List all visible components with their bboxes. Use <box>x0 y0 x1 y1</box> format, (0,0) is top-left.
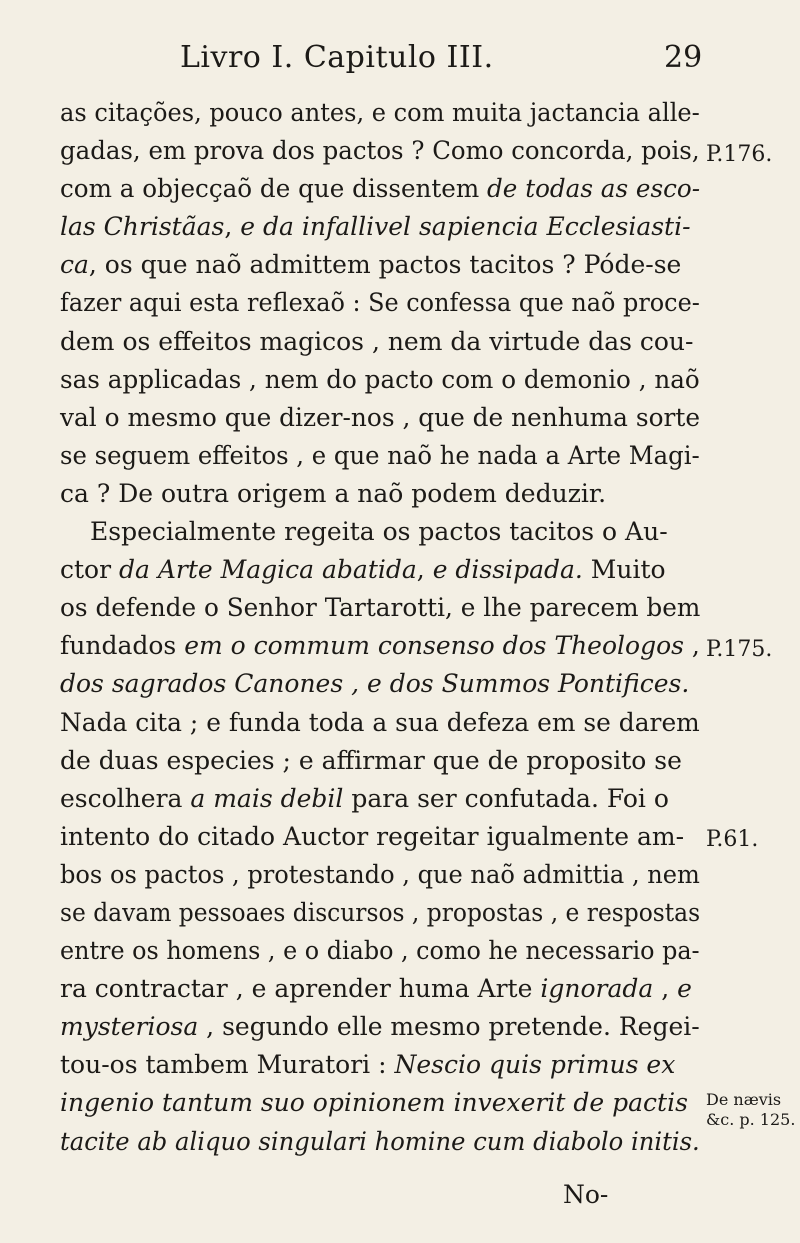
page-number: 29 <box>664 40 703 75</box>
text-line <box>60 170 701 208</box>
text-run: se davam pessoaes discursos , propostas , e respostas <box>60 897 701 927</box>
text-run: , <box>416 555 433 585</box>
italic-run: mysteriosa <box>60 1012 199 1042</box>
italic-run: da Arte Magica abatida <box>119 555 417 585</box>
italic-run: a mais debil <box>190 783 344 813</box>
text-line <box>60 818 700 856</box>
text-run: fazer aqui esta reflexaõ : Se confessa que naõ proce- <box>60 288 700 318</box>
text-line <box>60 856 700 894</box>
text-line <box>60 208 700 246</box>
text-run: Especialmente regeita os pactos tacitos o Au- <box>90 517 668 547</box>
text-run: , <box>683 631 700 661</box>
margin-note-p176: P.176. <box>706 142 773 167</box>
text-line <box>60 361 700 399</box>
text-line <box>60 551 700 589</box>
text-line <box>60 742 700 780</box>
text-line <box>60 246 700 284</box>
text-run: ra contractar , e aprender huma Arte <box>60 974 541 1004</box>
text-run: gadas, em prova dos pactos ? Como concorda, pois, <box>60 136 700 166</box>
text-line <box>60 284 700 322</box>
text-run: dem os effeitos magicos , nem da virtude das cou- <box>60 326 694 356</box>
text-run: sas applicadas , nem do pacto com o demonio , naõ <box>60 364 700 394</box>
text-line <box>60 894 701 932</box>
italic-run: de todas as esco- <box>487 174 701 204</box>
text-run: ca ? De outra origem a naõ podem deduzir. <box>60 478 607 508</box>
text-run: Nada cita ; e funda toda a sua defeza em se darem <box>60 707 700 737</box>
text-run: escolhera <box>60 783 191 813</box>
text-run: as citações, pouco antes, e com muita jactancia alle- <box>60 98 700 127</box>
text-run: se seguem effeitos , e que naõ he nada a Arte Magi- <box>60 440 700 470</box>
italic-run: ca <box>60 250 89 280</box>
text-line <box>60 589 701 627</box>
text-run: , <box>653 974 678 1004</box>
text-run: os defende o Senhor Tartarotti, e lhe parecem bem <box>60 593 701 623</box>
catchword: No- <box>563 1180 609 1209</box>
text-run: , os que naõ admittem pactos tacitos ? Póde-se <box>88 250 682 280</box>
text-line <box>60 932 700 970</box>
text-line <box>60 970 700 1008</box>
margin-note-de-naevis: De nævis &c. p. 125. <box>706 1090 796 1129</box>
italic-run: ignorada <box>540 974 654 1004</box>
text-run: tou-os tambem Muratori : <box>60 1050 395 1080</box>
text-run: Muito <box>582 555 666 585</box>
italic-run: ingenio tantum suo opinionem invexerit de pactis <box>60 1088 688 1118</box>
page-header <box>0 40 800 80</box>
text-line <box>60 132 700 170</box>
italic-run: Nescio quis primus ex <box>394 1050 676 1080</box>
italic-run: e <box>677 974 692 1004</box>
text-line <box>60 437 700 475</box>
text-run: para ser confutada. Foi o <box>343 783 669 813</box>
margin-note-p175: P.175. <box>706 637 773 662</box>
text-run: fundados <box>60 631 185 661</box>
text-line <box>60 1084 700 1122</box>
text-line <box>60 1008 700 1046</box>
text-run: bos os pactos , protestando , que naõ admittia , nem <box>60 859 700 889</box>
italic-run: dos sagrados Canones , e dos Summos Pontifices. <box>60 669 690 699</box>
text-line <box>60 399 701 437</box>
text-line <box>60 1123 700 1161</box>
text-line <box>60 513 700 551</box>
text-line <box>60 780 700 818</box>
text-run: ctor <box>60 555 119 585</box>
margin-note-p61: P.61. <box>706 827 759 852</box>
text-line <box>60 665 700 703</box>
italic-run: e dissipada. <box>432 555 583 585</box>
text-run: intento do citado Auctor regeitar igualmente am- <box>60 821 685 851</box>
running-title: Livro I. Capitulo III. <box>180 40 494 75</box>
text-run: de duas especies ; e affirmar que de proposito se <box>60 745 682 775</box>
text-line <box>60 704 700 742</box>
text-run: val o mesmo que dizer-nos , que de nenhuma sorte <box>60 402 701 432</box>
italic-run: em o commum consenso dos Theologos <box>184 631 684 661</box>
text-line <box>60 94 700 132</box>
text-line <box>60 627 700 665</box>
text-run: entre os homens , e o diabo , como he necessario pa- <box>60 936 700 966</box>
italic-run: e da infallivel sapiencia Ecclesiasti- <box>240 212 691 242</box>
body-text <box>60 94 700 1161</box>
text-run: , segundo elle mesmo pretende. Regei- <box>198 1012 700 1042</box>
text-line <box>60 323 700 361</box>
italic-run: las Christãas <box>60 212 225 242</box>
text-run: com a objecçaõ de que dissentem <box>60 174 488 204</box>
text-line <box>60 1046 700 1084</box>
italic-run: tacite ab aliquo singulari homine cum diabolo initis. <box>60 1126 700 1156</box>
text-run: , <box>224 212 241 242</box>
text-line <box>60 475 700 513</box>
